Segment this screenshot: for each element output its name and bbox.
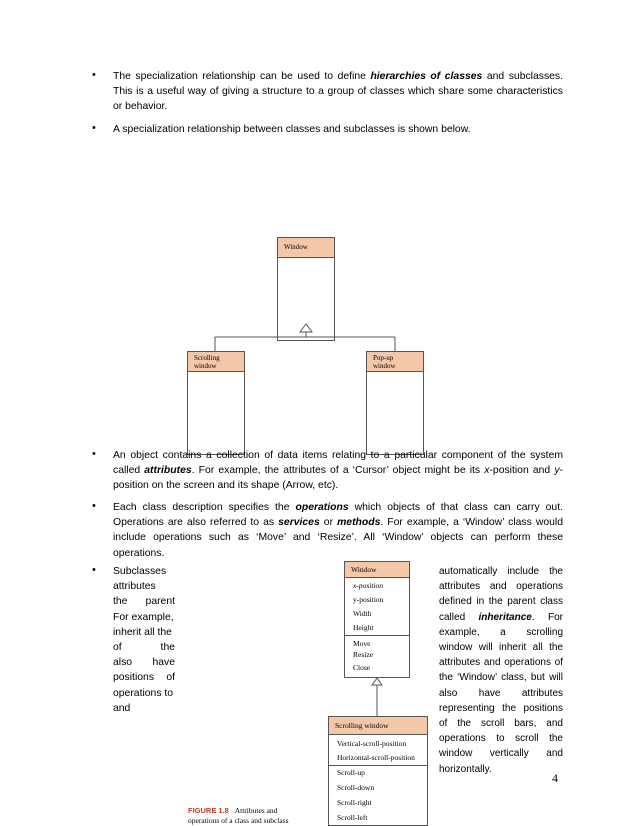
emphasis-term: attributes (144, 465, 192, 477)
operation-scroll-up: Scroll-up (337, 768, 365, 777)
text-run: automatically include the attributes and operations defined in the parent class called (439, 566, 563, 623)
class-name-line: window (194, 362, 217, 370)
attribute-horizontal-scroll-position: Horizontal-scroll-position (337, 753, 415, 762)
text-line: of the (113, 642, 175, 654)
figure-caption (188, 806, 328, 826)
emphasis-term: operations (295, 502, 349, 513)
text-run: or (319, 517, 338, 529)
emphasis-term: hierarchies of classes (370, 71, 483, 82)
bullet-marker: • (92, 69, 96, 81)
inheritance-connector (180, 318, 440, 353)
text-run: -position on the screen and its shape (Arrow, etc). (113, 465, 563, 492)
inheritance-arrow (370, 677, 384, 717)
bullet-marker: • (92, 448, 96, 460)
compartment-divider (329, 765, 427, 766)
figure-label: FIGURE 1.8 (188, 806, 229, 815)
attribute-y-position: y-position (353, 595, 384, 604)
inheritance-left-column (113, 564, 175, 716)
emphasis-term: methods (337, 517, 381, 529)
text-run: which objects of that class can carry out. Operations are also referred to as (113, 502, 563, 529)
compartment-divider (345, 635, 409, 636)
class-box-window-detailed (344, 561, 410, 650)
attribute-vertical-scroll-position: Vertical-scroll-position (337, 739, 407, 748)
paragraph-specialization-diagram-intro (113, 122, 563, 137)
attribute-width: Width (353, 609, 372, 618)
text-line: attributes (113, 581, 156, 593)
operation-resize: Resize (353, 650, 373, 659)
operation-move: Move (353, 639, 371, 648)
class-name-line: Pop-up (373, 354, 394, 362)
text-run: The specialization relationship can be used to define (113, 71, 371, 82)
emphasis-term: services (278, 517, 320, 529)
class-header-window (345, 562, 409, 578)
paragraph-specialization (113, 69, 563, 115)
class-name-line: Scrolling (194, 354, 220, 362)
text-run: . For example, a scrolling window will inherit all the attributes and operations of the ‘Window’ class, but will also have attributes representing the positions of the scroll bars, and operations to scroll the window vertically and horizontally. (439, 611, 564, 775)
text-line: For example, (113, 611, 174, 623)
text-run: . For example, the attributes of a ‘Cursor’ object might be its (191, 465, 485, 477)
generalization-triangle (372, 678, 382, 685)
emphasis-term: inheritance (478, 611, 532, 623)
class-header-popup-window (367, 352, 423, 372)
operation-scroll-left: Scroll-left (337, 813, 368, 822)
text-line: positions of (113, 672, 175, 684)
bullet-marker: • (92, 564, 96, 576)
class-box-scrolling-window (187, 351, 245, 455)
text-run: . For example, a ‘Window’ class would include operations such as ‘Move’ and ‘Resize’. All ‘Window’ objects can perform these operations. (113, 517, 564, 559)
inheritance-right-column (439, 564, 563, 777)
class-box-scrolling-window-detailed (328, 716, 428, 826)
bullet-marker: • (92, 500, 96, 512)
generalization-triangle (300, 324, 312, 332)
page-number: 4 (552, 771, 558, 785)
text-line: also have (113, 657, 175, 669)
class-box-popup-window (366, 351, 424, 455)
italic-term: x (484, 465, 490, 477)
class-header-scrolling-window (188, 352, 244, 372)
class-name: Window (284, 243, 308, 251)
caption-text: operations of a class and subclass (188, 816, 289, 825)
text-run: -position and (489, 465, 555, 477)
text-run: A specialization relationship between classes and subclasses is shown below. (113, 124, 471, 135)
operation-scroll-right: Scroll-right (337, 798, 372, 807)
class-header-window (278, 238, 334, 258)
class-name: Scrolling window (335, 721, 389, 730)
operation-scroll-down: Scroll-down (337, 783, 375, 792)
operation-close: Close (353, 663, 371, 672)
attribute-height: Height (353, 623, 374, 632)
paragraph-attributes (113, 448, 563, 494)
bullet-marker: • (92, 122, 96, 134)
class-name: Window (351, 565, 377, 574)
text-run: and subclasses. This is a useful way of giving a structure to a group of classes which share some characteristics or behavior. (113, 71, 564, 113)
italic-term: y (554, 465, 560, 477)
text-line: the parent (113, 596, 175, 608)
text-line: Subclasses (113, 566, 167, 577)
caption-text: Attributes and (234, 806, 278, 815)
attribute-x-position: x-position (353, 581, 383, 590)
paragraph-operations (113, 500, 563, 561)
text-run: Each class description specifies the (113, 502, 296, 513)
class-name-line: window (373, 362, 396, 370)
class-header-scrolling-window (329, 717, 427, 735)
text-line: inherit all the (113, 626, 172, 638)
text-line: and (113, 702, 131, 714)
text-run: An object contains a collection of data items relating to a particular component of the system called (113, 450, 563, 477)
text-line: operations to (113, 687, 174, 699)
window-operations-extension (344, 648, 410, 678)
